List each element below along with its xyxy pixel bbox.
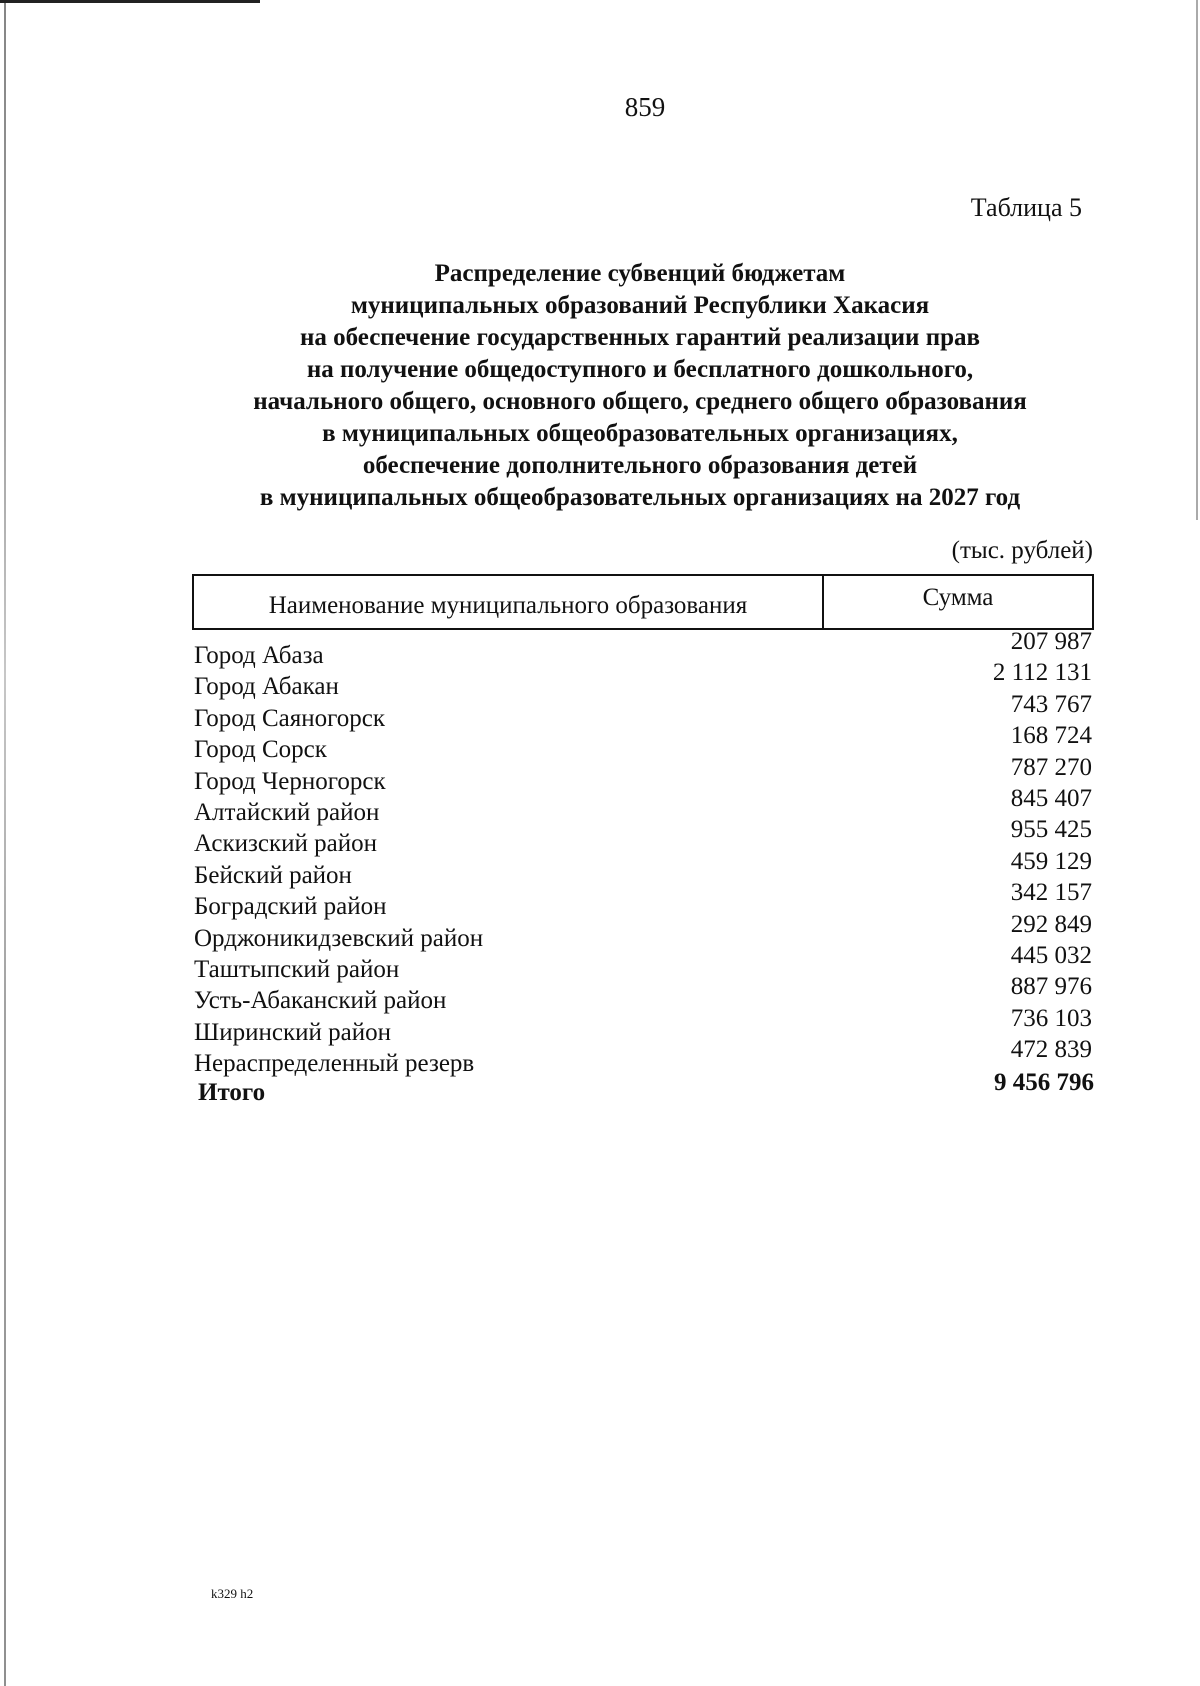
footer-code: k329 h2 [211, 1586, 254, 1601]
title-line: муниципальных образований Республики Хакасия [350, 292, 930, 319]
title-line: в муниципальных общеобразовательных организациях, [322, 420, 958, 447]
row-value: 292 849 [1010, 910, 1092, 938]
row-value: 2 112 131 [992, 659, 1092, 687]
scan-edge-right [1196, 0, 1198, 520]
row-value: 787 270 [1010, 753, 1092, 781]
table-row [192, 659, 1094, 701]
table-header [192, 574, 1094, 630]
row-name: Боградский район [194, 893, 387, 921]
row-value: 743 767 [1010, 690, 1092, 718]
row-name: Город Абакан [194, 673, 339, 701]
row-name: Бейский район [194, 861, 352, 889]
title-line: начального общего, основного общего, среднего общего образования [253, 388, 1027, 415]
subvention-table [192, 574, 1094, 1107]
row-value: 887 976 [1010, 973, 1092, 1001]
row-name: Город Сорск [194, 736, 327, 764]
table-body [192, 628, 1094, 1107]
row-name: Город Черногорск [194, 767, 386, 795]
title-line: в муниципальных общеобразовательных организациях на 2027 год [259, 484, 1021, 511]
document-title [180, 258, 1100, 514]
header-sum: Сумма [922, 584, 994, 611]
row-name: Таштыпский район [194, 955, 400, 983]
row-value: 736 103 [1010, 1004, 1092, 1032]
row-value: 445 032 [1010, 941, 1092, 969]
row-value: 845 407 [1010, 784, 1092, 812]
row-value: 472 839 [1010, 1036, 1092, 1064]
units-label: (тыс. рублей) [951, 537, 1093, 564]
row-value: 168 724 [1010, 722, 1092, 750]
table-row [192, 628, 1094, 669]
row-name: Город Абаза [194, 642, 324, 669]
row-name: Город Саяногорск [194, 704, 386, 732]
row-name: Усть-Абаканский район [194, 987, 447, 1015]
title-line: Распределение субвенций бюджетам [434, 260, 846, 287]
table-row [192, 753, 1094, 795]
row-name: Орджоникидзевский район [194, 924, 484, 952]
scan-edge-top [0, 0, 260, 3]
title-line: на получение общедоступного и бесплатного дошкольного, [306, 356, 974, 383]
row-value: 955 425 [1010, 816, 1092, 844]
table-label: Таблица 5 [970, 193, 1082, 222]
title-line: на обеспечение государственных гарантий реализации прав [299, 324, 981, 351]
row-name: Аскизский район [194, 830, 378, 858]
title-line: обеспечение дополнительного образования детей [362, 452, 918, 479]
scan-edge-left [4, 0, 6, 1686]
total-value: 9 456 796 [994, 1069, 1094, 1097]
row-value: 459 129 [1010, 847, 1092, 875]
row-name: Ширинский район [194, 1018, 391, 1046]
row-name: Алтайский район [194, 798, 380, 826]
row-value: 342 157 [1010, 879, 1092, 907]
row-name: Нераспределенный резерв [194, 1050, 475, 1078]
row-value: 207 987 [1010, 628, 1092, 655]
header-name: Наименование муниципального образования [194, 576, 824, 628]
page-number: 859 [624, 92, 666, 122]
total-label: Итого [198, 1079, 266, 1107]
